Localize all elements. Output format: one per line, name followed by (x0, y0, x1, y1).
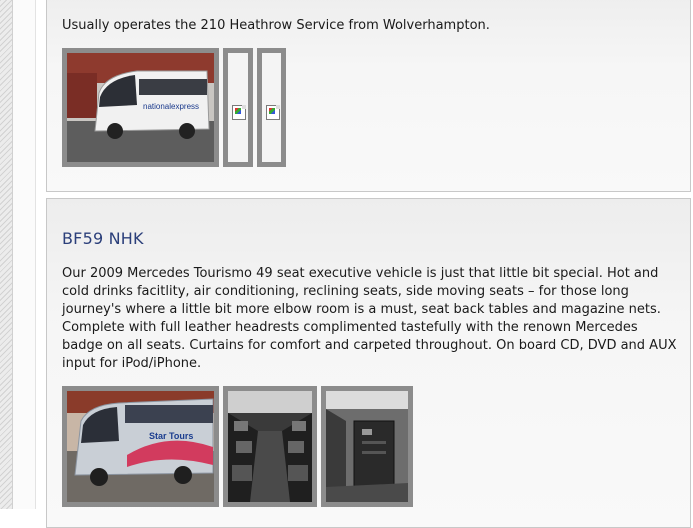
coach-2-photo-2[interactable] (223, 386, 317, 507)
coach-1-photo-1-livery: nationalexpress (143, 102, 200, 111)
coach-1-photo-1[interactable] (62, 48, 219, 167)
coach-image (67, 391, 214, 502)
coach-interior-image (228, 391, 312, 502)
broken-image-icon (266, 105, 280, 120)
page-side-strip (13, 0, 36, 509)
coach-2-photo-3[interactable] (321, 386, 413, 507)
coach-2-photo-1-livery: Star Tours (149, 431, 194, 441)
coach-1-photo-2[interactable] (223, 48, 253, 167)
broken-image-icon (232, 105, 246, 120)
coach-2-description: Our 2009 Mercedes Tourismo 49 seat executive vehicle is just that little bit special. Hot and cold drinks facitlity, air conditioning, reclining seats, side moving seats – for those long journey's where a little bit more elbow room is a must, seat back tables and magazine nets. Complete with full leather headrests complimented tastefully with the renown Mercedes badge on all seats. Curtains for comfort and carpeted throughout. On board CD, DVD and AUX input for iPod/iPhone. (62, 266, 677, 371)
page-side-hatch (0, 0, 13, 509)
coach-image (67, 53, 214, 162)
coach-2-title: BF59 NHK (62, 229, 144, 248)
coach-1-description: Usually operates the 210 Heathrow Service from Wolverhampton. (62, 18, 490, 33)
coach-2-photo-1[interactable] (62, 386, 219, 507)
coach-interior-image (326, 391, 408, 502)
coach-1-photo-3[interactable] (257, 48, 286, 167)
